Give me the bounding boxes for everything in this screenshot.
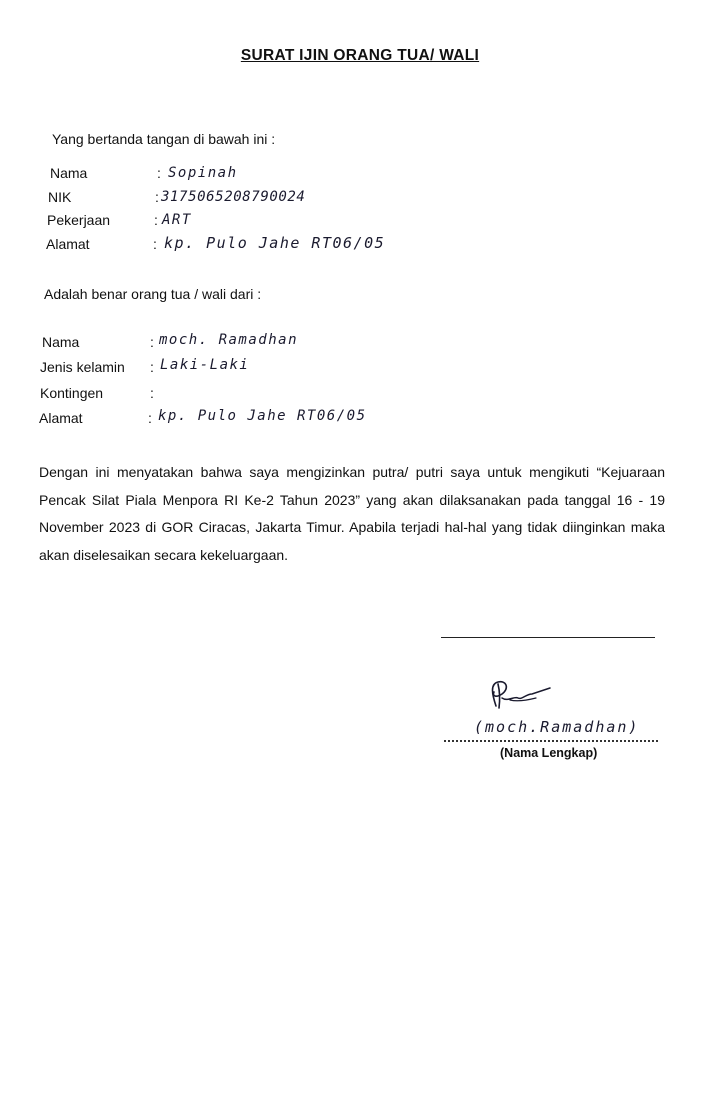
child-address-label: Alamat (39, 410, 83, 426)
child-name-label: Nama (42, 334, 80, 350)
parent-name-colon: : (157, 165, 161, 181)
signer-name: (moch.Ramadhan) (474, 718, 640, 736)
signature-line (441, 637, 655, 638)
statement-paragraph: Dengan ini menyatakan bahwa saya mengizinkan putra/ putri saya untuk mengikuti “Kejuaraan Pencak Silat Piala Menpora RI Ke-2 Tahun 2023” yang akan dilaksanakan pada tanggal 16 - 19 November 2023 di GOR Ciracas, Jakarta Timur. Apabila terjadi hal-hal yang tidak diinginkan maka akan diselesaikan secara kekeluargaan. (39, 464, 665, 563)
parent-job-value: ART (162, 212, 192, 228)
parent-nik-label: NIK (48, 189, 72, 205)
child-name-colon: : (150, 334, 154, 350)
parent-name-label: Nama (50, 165, 88, 181)
relation-text: Adalah benar orang tua / wali dari : (44, 286, 262, 302)
parent-address-value: kp. Pulo Jahe RT06/05 (164, 234, 386, 252)
full-name-caption: (Nama Lengkap) (500, 746, 598, 760)
parent-address-label: Alamat (46, 236, 90, 252)
child-gender-label: Jenis kelamin (40, 359, 125, 375)
child-address-colon: : (148, 410, 152, 426)
parent-name-value: Sopinah (168, 165, 238, 181)
child-name-value: moch. Ramadhan (159, 332, 299, 348)
signature-mark (484, 676, 556, 716)
parent-job-colon: : (154, 212, 158, 228)
child-contingent-label: Kontingen (40, 385, 104, 401)
parent-nik-colon: : (155, 189, 159, 205)
parent-job-label: Pekerjaan (47, 212, 111, 228)
page-title: SURAT IJIN ORANG TUA/ WALI (240, 47, 480, 64)
intro-text: Yang bertanda tangan di bawah ini : (52, 131, 276, 147)
child-contingent-colon: : (150, 385, 154, 401)
child-address-value: kp. Pulo Jahe RT06/05 (158, 408, 367, 424)
parent-nik-value: 3175065208790024 (161, 189, 306, 205)
child-gender-colon: : (150, 359, 154, 375)
name-dotted-line (444, 740, 658, 742)
parent-address-colon: : (153, 236, 157, 252)
child-gender-value: Laki-Laki (160, 357, 250, 373)
